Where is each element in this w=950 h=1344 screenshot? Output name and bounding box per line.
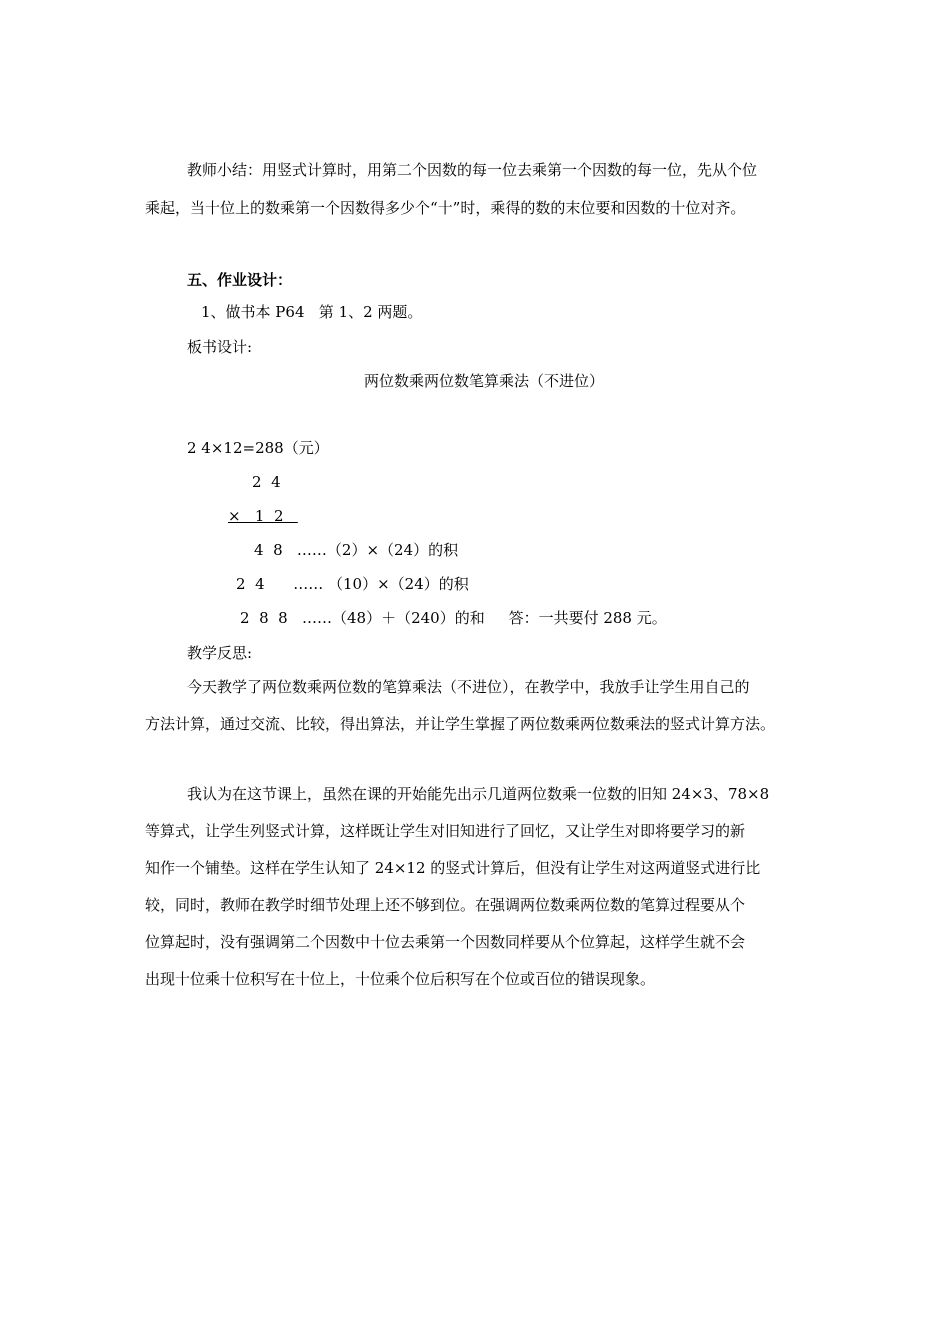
reflection-p2-line-6: 出现十位乘十位积写在十位上，十位乘个位后积写在个位或百位的错误现象。 bbox=[145, 970, 656, 988]
reflection-p2-line-3: 知作一个铺垫。这样在学生认知了 24×12 的竖式计算后，但没有让学生对这两道竖式进行比 bbox=[145, 859, 761, 877]
reflection-p1-line-2: 方法计算，通过交流、比较，得出算法，并让学生掌握了两位数乘两位数乘法的竖式计算方法。 bbox=[145, 715, 776, 733]
board-title: 两位数乘两位数笔算乘法（不进位） bbox=[364, 372, 605, 390]
reflection-p2-line-1: 我认为在这节课上，虽然在课的开始能先出示几道两位数乘一位数的旧知 24×3、78×8 bbox=[187, 785, 770, 803]
summary-line-1: 教师小结：用竖式计算时，用第二个因数的每一位去乘第一个因数的每一位，先从个位 bbox=[187, 161, 758, 179]
reflection-p2-line-2: 等算式，让学生列竖式计算，这样既让学生对旧知进行了回忆，又让学生对即将要学习的新 bbox=[145, 822, 746, 840]
reflection-label: 教学反思: bbox=[187, 644, 253, 662]
reflection-p1-line-1: 今天教学了两位数乘两位数的笔算乘法（不进位），在教学中，我放手让学生用自己的 bbox=[187, 678, 750, 696]
vertical-row-24: 2 4 bbox=[252, 473, 281, 491]
vertical-row-x12: × 1 2 bbox=[228, 507, 298, 525]
reflection-p2-line-5: 位算起时，没有强调第二个因数中十位去乘第一个因数同样要从个位算起，这样学生就不会 bbox=[145, 933, 746, 951]
homework-item-1: 1、做书本 P64 第 1、2 两题。 bbox=[201, 303, 423, 321]
reflection-p2-line-4: 较，同时，教师在教学时细节处理上还不够到位。在强调两位数乘两位数的笔算过程要从个 bbox=[145, 896, 746, 914]
homework-heading: 五、作业设计： bbox=[187, 271, 293, 289]
summary-line-2: 乘起，当十位上的数乘第一个因数得多少个“十”时，乘得的数的末位要和因数的十位对齐。 bbox=[145, 199, 746, 217]
board-equation: 2 4×12=288（元） bbox=[187, 439, 329, 457]
board-label: 板书设计: bbox=[187, 338, 253, 356]
vertical-row-288: 2 8 8 ……（48）＋（240）的和 答：一共要付 288 元。 bbox=[240, 609, 667, 627]
vertical-row-48: 4 8 ……（2）×（24）的积 bbox=[254, 541, 459, 559]
vertical-row-240: 2 4 …… （10）×（24）的积 bbox=[236, 575, 469, 593]
